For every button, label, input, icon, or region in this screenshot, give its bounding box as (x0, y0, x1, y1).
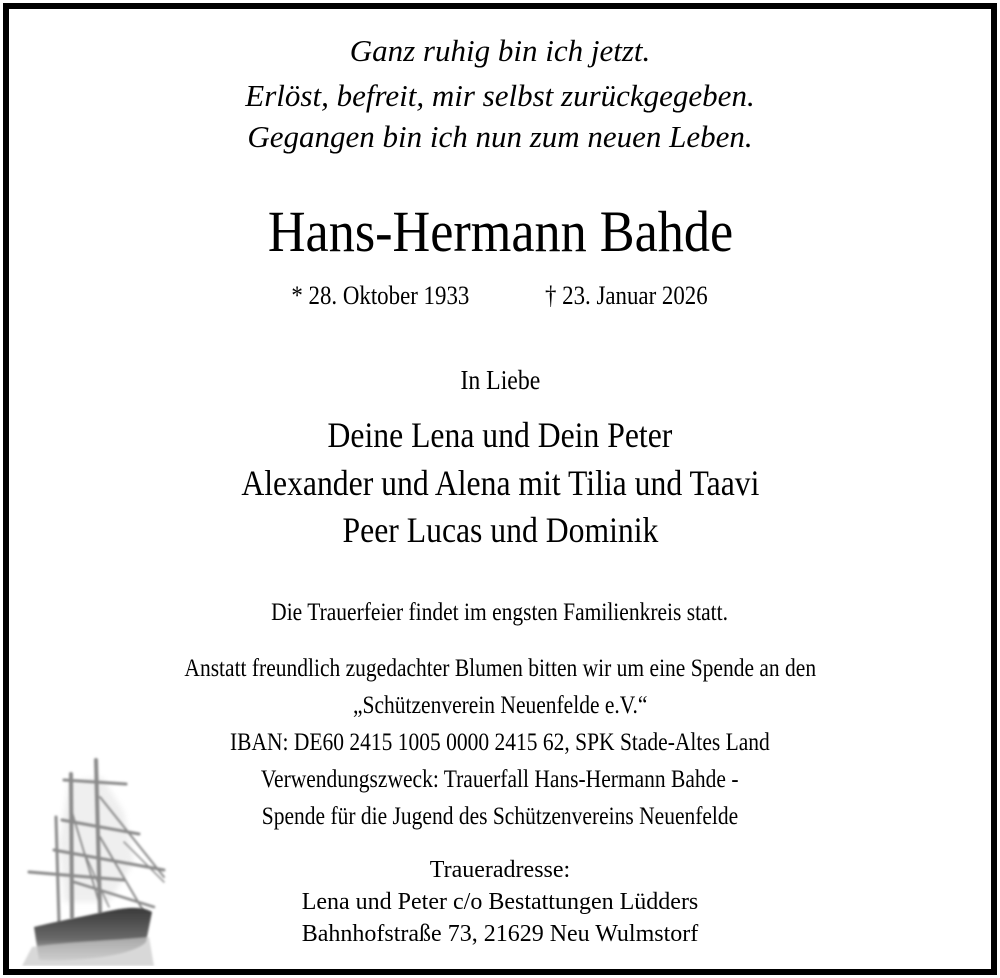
death-date: † 23. Januar 2026 (545, 281, 709, 310)
poem-line-text: Erlöst, befreit, mir selbst zurückgegeben. (245, 78, 755, 113)
donation-line (0, 656, 1000, 681)
poem-line (0, 121, 1000, 152)
ceremony-notice (0, 600, 1000, 625)
donation-recipient: „Schützenverein Neuenfelde e.V.“ (352, 692, 648, 719)
mourner-line (0, 465, 1000, 501)
mourner-line-text: Deine Lena und Dein Peter (327, 415, 673, 455)
mourner-line (0, 512, 1000, 548)
purpose-text-cont: Spende für die Jugend des Schützenvereins Neuenfelde (261, 803, 739, 830)
deceased-name-text: Hans-Hermann Bahde (267, 199, 733, 264)
ceremony-text: Die Trauerfeier findet im engsten Familienkreis statt. (271, 599, 729, 626)
mourner-line (0, 417, 1000, 453)
in-liebe-label (0, 367, 1000, 394)
poem-line-text: Ganz ruhig bin ich jetzt. (349, 33, 651, 68)
mourner-line-text: Alexander und Alena mit Tilia und Taavi (240, 463, 760, 503)
deceased-name (0, 199, 1000, 264)
address-label-text: Traueradresse: (429, 857, 571, 883)
sailing-ship-icon (14, 742, 174, 966)
purpose-text: Verwendungszweck: Trauerfall Hans-Hermann Bahde - (261, 766, 739, 793)
mourner-line-text: Peer Lucas und Dominik (342, 510, 658, 550)
donation-line (0, 693, 1000, 718)
donation-text: Anstatt freundlich zugedachter Blumen bitten wir um eine Spende an den (184, 655, 816, 682)
address-line-text: Bahnhofstraße 73, 21629 Neu Wulmstorf (301, 921, 699, 947)
in-liebe-text: In Liebe (460, 365, 540, 395)
iban-text: IBAN: DE60 2415 1005 0000 2415 62, SPK Stade-Altes Land (230, 729, 770, 756)
poem-line (0, 80, 1000, 111)
address-line-text: Lena und Peter c/o Bestattungen Lüdders (301, 889, 699, 915)
poem-line (0, 35, 1000, 66)
birth-date: * 28. Oktober 1933 (291, 281, 470, 310)
life-dates (0, 283, 1000, 309)
poem-line-text: Gegangen bin ich nun zum neuen Leben. (247, 119, 753, 154)
